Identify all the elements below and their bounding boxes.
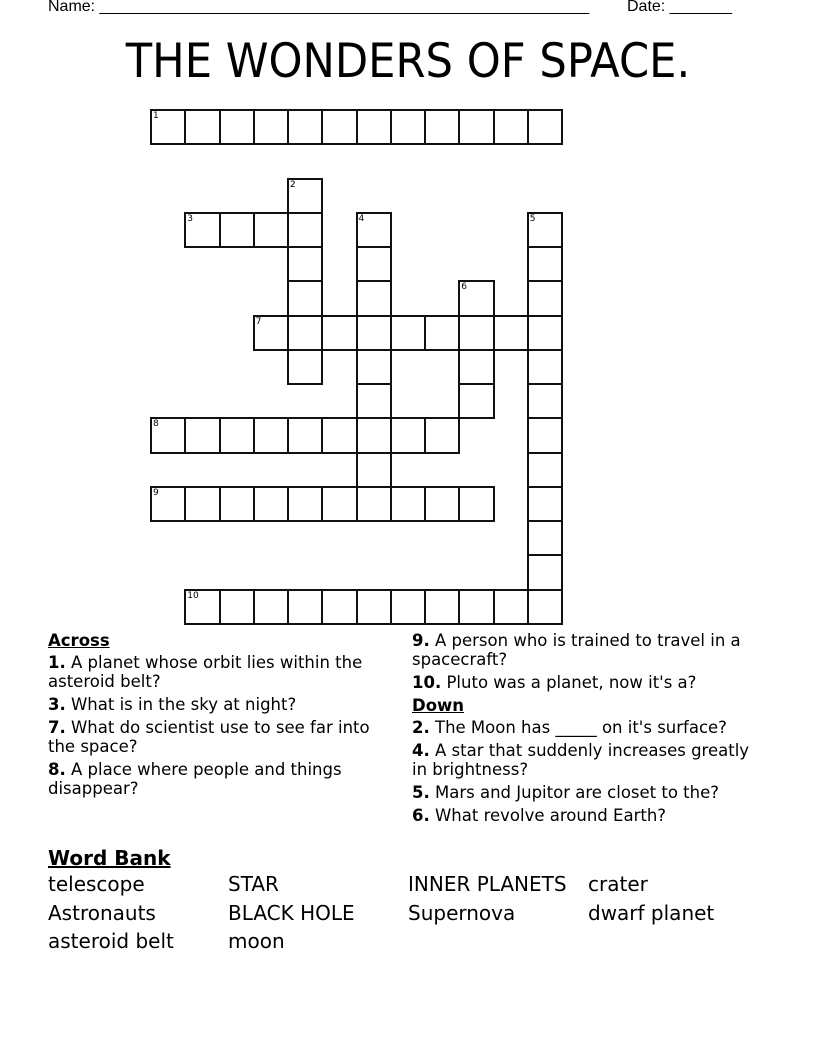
grid-cell[interactable]: [287, 417, 323, 453]
grid-cell[interactable]: [219, 417, 255, 453]
grid-cell[interactable]: [184, 212, 220, 248]
grid-cell[interactable]: [527, 486, 563, 522]
grid-cell[interactable]: [356, 417, 392, 453]
word-bank-heading: Word Bank: [48, 846, 171, 870]
clue-text: What revolve around Earth?: [429, 806, 667, 825]
clue-number: 1.: [48, 653, 66, 672]
word-bank: [48, 846, 714, 958]
clue-text: A planet whose orbit lies within the asteroid belt?: [48, 653, 363, 691]
word-bank-row: [48, 929, 714, 958]
grid-cell[interactable]: [356, 109, 392, 145]
clue-text: Pluto was a planet, now it's a?: [441, 673, 697, 692]
grid-cell[interactable]: [527, 349, 563, 385]
word-bank-word: crater: [588, 872, 648, 896]
clue-number: 3.: [48, 695, 66, 714]
grid-cell[interactable]: [493, 315, 529, 351]
grid-cell[interactable]: [253, 109, 289, 145]
grid-cell[interactable]: [493, 109, 529, 145]
clue-across-8: [48, 760, 398, 798]
clue-number: 8.: [48, 760, 66, 779]
cell-number: 6: [461, 282, 467, 293]
clue-text: What is in the sky at night?: [65, 695, 297, 714]
word-bank-row: [48, 872, 714, 901]
grid-cell[interactable]: [184, 486, 220, 522]
cell-number: 7: [255, 316, 262, 327]
grid-cell[interactable]: [458, 349, 494, 385]
grid-cell[interactable]: [424, 486, 460, 522]
grid-cell[interactable]: [390, 417, 426, 453]
grid-cell[interactable]: [356, 383, 392, 419]
grid-cell[interactable]: [287, 246, 323, 282]
grid-cell[interactable]: [424, 589, 460, 625]
grid-cell[interactable]: [150, 109, 186, 145]
grid-cell[interactable]: [287, 349, 323, 385]
grid-cell[interactable]: [321, 315, 357, 351]
crossword-grid: [151, 110, 562, 624]
grid-cell[interactable]: [424, 417, 460, 453]
clue-text: What do scientist use to see far into the space?: [48, 718, 370, 756]
grid-cell[interactable]: [150, 486, 186, 522]
grid-cell[interactable]: [390, 486, 426, 522]
grid-cell[interactable]: [458, 589, 494, 625]
grid-cell[interactable]: [390, 315, 426, 351]
clue-number: 10.: [412, 673, 442, 692]
clue-down-6: [412, 806, 762, 825]
word-bank-word: Astronauts: [48, 900, 156, 925]
grid-cell[interactable]: [253, 417, 289, 453]
grid-cell[interactable]: [253, 486, 289, 522]
clue-across-9: [412, 631, 762, 669]
grid-cell[interactable]: [321, 589, 357, 625]
grid-cell[interactable]: [527, 383, 563, 419]
word-bank-word: INNER PLANETS: [408, 872, 567, 896]
word-bank-word: telescope: [48, 872, 145, 896]
grid-cell[interactable]: [424, 109, 460, 145]
cell-number: 9: [153, 487, 159, 498]
grid-cell[interactable]: [458, 315, 494, 351]
clue-text: Mars and Jupitor are closet to the?: [429, 783, 720, 802]
grid-cell[interactable]: [184, 417, 220, 453]
word-bank-word: dwarf planet: [588, 900, 715, 925]
grid-cell[interactable]: [287, 178, 323, 214]
grid-cell[interactable]: [356, 452, 392, 488]
grid-cell[interactable]: [219, 589, 255, 625]
grid-cell[interactable]: [287, 109, 323, 145]
grid-cell[interactable]: [458, 383, 494, 419]
clue-number: 5.: [412, 783, 430, 802]
grid-cell[interactable]: [356, 280, 392, 316]
grid-cell[interactable]: [321, 109, 357, 145]
grid-cell[interactable]: [527, 315, 563, 351]
clues-column-right: [412, 631, 762, 829]
clue-down-2: [412, 718, 762, 737]
grid-cell[interactable]: [253, 589, 289, 625]
grid-cell[interactable]: [356, 315, 392, 351]
grid-cell[interactable]: [527, 452, 563, 488]
grid-cell[interactable]: [287, 315, 323, 351]
grid-cell[interactable]: [321, 486, 357, 522]
grid-cell[interactable]: [356, 486, 392, 522]
grid-cell[interactable]: [527, 280, 563, 316]
clue-text: A place where people and things disappear?: [48, 760, 342, 798]
clue-text: The Moon has _____ on it's surface?: [429, 718, 727, 737]
clues-column-left: [48, 631, 398, 802]
grid-cell[interactable]: [219, 486, 255, 522]
clue-down-4: [412, 741, 762, 779]
name-field[interactable]: Name: _______________________________________________________: [48, 0, 589, 15]
clue-number: 4.: [412, 741, 430, 760]
clue-down-5: [412, 783, 762, 802]
page-title: THE WONDERS OF SPACE.: [125, 34, 691, 89]
grid-cell[interactable]: [390, 589, 426, 625]
across-heading: Across: [48, 631, 110, 650]
clue-number: 7.: [48, 718, 66, 737]
cell-number: 1: [153, 111, 159, 121]
word-bank-word: moon: [228, 929, 285, 953]
grid-cell[interactable]: [527, 417, 563, 453]
clue-across-7: [48, 718, 398, 756]
word-bank-word: Supernova: [408, 900, 516, 925]
grid-cell[interactable]: [390, 109, 426, 145]
grid-cell[interactable]: [150, 417, 186, 453]
word-bank-word: STAR: [228, 872, 279, 896]
grid-cell[interactable]: [458, 280, 494, 316]
down-heading: Down: [412, 696, 465, 715]
clue-text: A star that suddenly increases greatly in brightness?: [412, 741, 750, 779]
grid-cell[interactable]: [287, 486, 323, 522]
grid-cell[interactable]: [356, 246, 392, 282]
grid-cell[interactable]: [287, 212, 323, 248]
grid-cell[interactable]: [321, 417, 357, 453]
grid-cell[interactable]: [424, 315, 460, 351]
grid-cell[interactable]: [527, 589, 563, 625]
cell-number: 2: [290, 179, 296, 190]
grid-cell[interactable]: [493, 589, 529, 625]
grid-cell[interactable]: [458, 486, 494, 522]
grid-cell[interactable]: [527, 246, 563, 282]
date-field[interactable]: Date: _______: [627, 0, 732, 15]
clue-across-3: [48, 695, 398, 714]
clue-number: 9.: [412, 631, 430, 650]
clue-number: 2.: [412, 718, 430, 737]
grid-cell[interactable]: [287, 280, 323, 316]
grid-cell[interactable]: [356, 589, 392, 625]
grid-cell[interactable]: [219, 212, 255, 248]
cell-number: 3: [187, 213, 193, 224]
grid-cell[interactable]: [356, 349, 392, 385]
cell-number: 10: [187, 590, 199, 601]
grid-cell[interactable]: [527, 520, 563, 556]
word-bank-row: [48, 901, 714, 930]
clue-across-10: [412, 673, 762, 692]
grid-cell[interactable]: [356, 212, 392, 248]
grid-cell[interactable]: [184, 109, 220, 145]
grid-cell[interactable]: [219, 109, 255, 145]
word-bank-word: BLACK HOLE: [228, 900, 355, 925]
cell-number: 5: [529, 213, 536, 224]
cell-number: 8: [153, 419, 159, 430]
header: [48, 0, 732, 16]
word-bank-word: asteroid belt: [48, 929, 174, 953]
grid-cell[interactable]: [458, 109, 494, 145]
grid-cell[interactable]: [527, 212, 563, 248]
grid-cell[interactable]: [253, 212, 289, 248]
grid-cell[interactable]: [287, 589, 323, 625]
grid-cell[interactable]: [527, 554, 563, 590]
grid-cell[interactable]: [253, 315, 289, 351]
grid-cell[interactable]: [527, 109, 563, 145]
clue-text: A person who is trained to travel in a spacecraft?: [412, 631, 741, 669]
cell-number: 4: [358, 213, 365, 224]
grid-cell[interactable]: [184, 589, 220, 625]
clue-number: 6.: [412, 806, 430, 825]
clue-across-1: [48, 653, 398, 691]
